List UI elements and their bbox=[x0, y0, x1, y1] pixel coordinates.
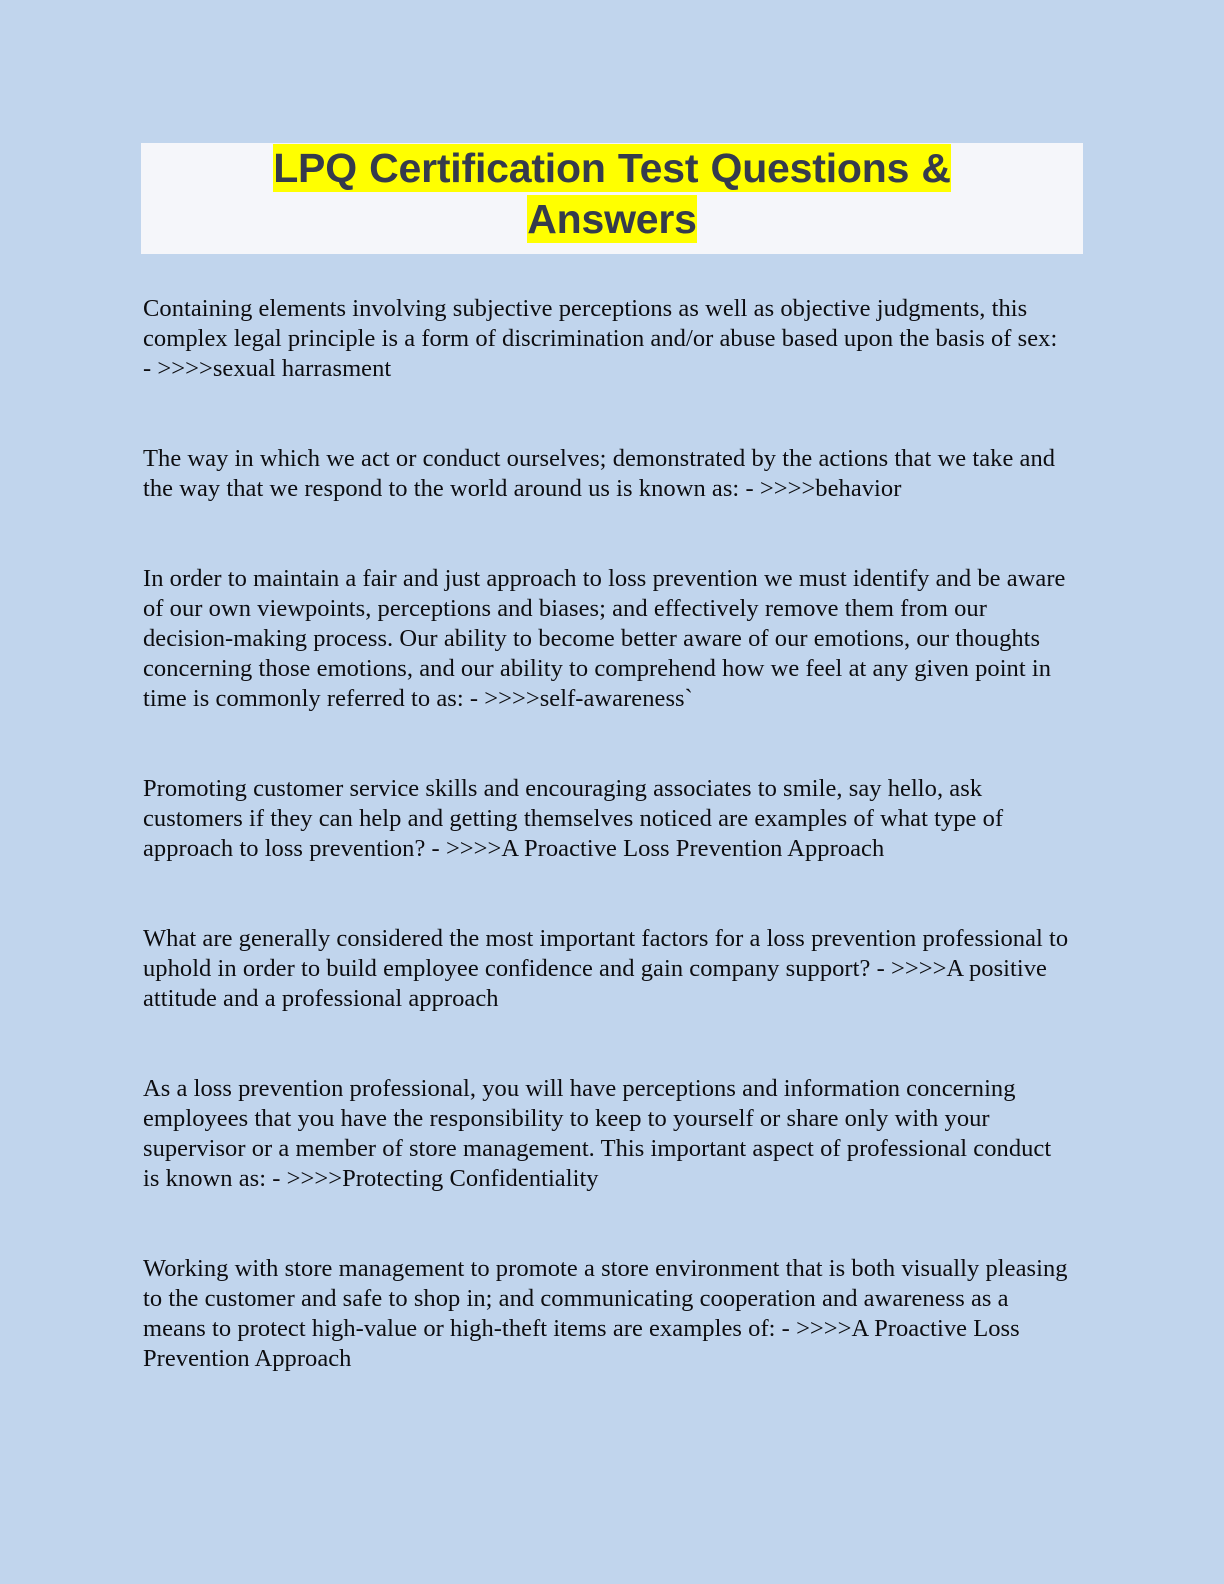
qa-paragraph-6: As a loss prevention professional, you will have perceptions and information concerning employees that you have the responsibility to keep to yourself or share only with your supervisor or a member of store management. This important aspect of professional conduct is known as: - >>>>Protecting Confidentiality bbox=[143, 1075, 1052, 1192]
qa-paragraph-7: Working with store management to promote a store environment that is both visually pleasing to the customer and safe to shop in; and communicating cooperation and awareness as a means to protect high-value or high-theft items are examples of: - >>>>A Proactive Loss Prevention Approach bbox=[143, 1255, 1068, 1372]
title-header-band bbox=[141, 143, 1083, 254]
page-title-line-1: LPQ Certification Test Questions & bbox=[273, 145, 951, 191]
qa-paragraph-3: In order to maintain a fair and just approach to loss prevention we must identify and be aware of our own viewpoints, perceptions and biases; and effectively remove them from our decision-making process. Our ability to become better aware of our emotions, our thoughts concerning those emotions, and our ability to comprehend how we feel at any given point in time is commonly referred to as: - >>>>self-awareness` bbox=[143, 565, 1066, 712]
qa-paragraph-1: Containing elements involving subjective perceptions as well as objective judgments, this complex legal principle is a form of discrimination and/or abuse based upon the basis of sex: - >>>>sexual harrasment bbox=[143, 295, 1058, 382]
qa-paragraph-2: The way in which we act or conduct ourselves; demonstrated by the actions that we take and the way that we respond to the world around us is known as: - >>>>behavior bbox=[143, 445, 1056, 502]
page-title bbox=[141, 143, 1083, 245]
qa-paragraph-5: What are generally considered the most important factors for a loss prevention professional to uphold in order to build employee confidence and gain company support? - >>>>A positive attitude and a professional approach bbox=[143, 925, 1069, 1012]
page-title-line-2: Answers bbox=[527, 196, 697, 242]
document-body bbox=[143, 294, 1071, 1374]
qa-paragraph-4: Promoting customer service skills and encouraging associates to smile, say hello, ask customers if they can help and getting themselves noticed are examples of what type of approach to loss prevention? - >>>>A Proactive Loss Prevention Approach bbox=[143, 775, 1004, 862]
